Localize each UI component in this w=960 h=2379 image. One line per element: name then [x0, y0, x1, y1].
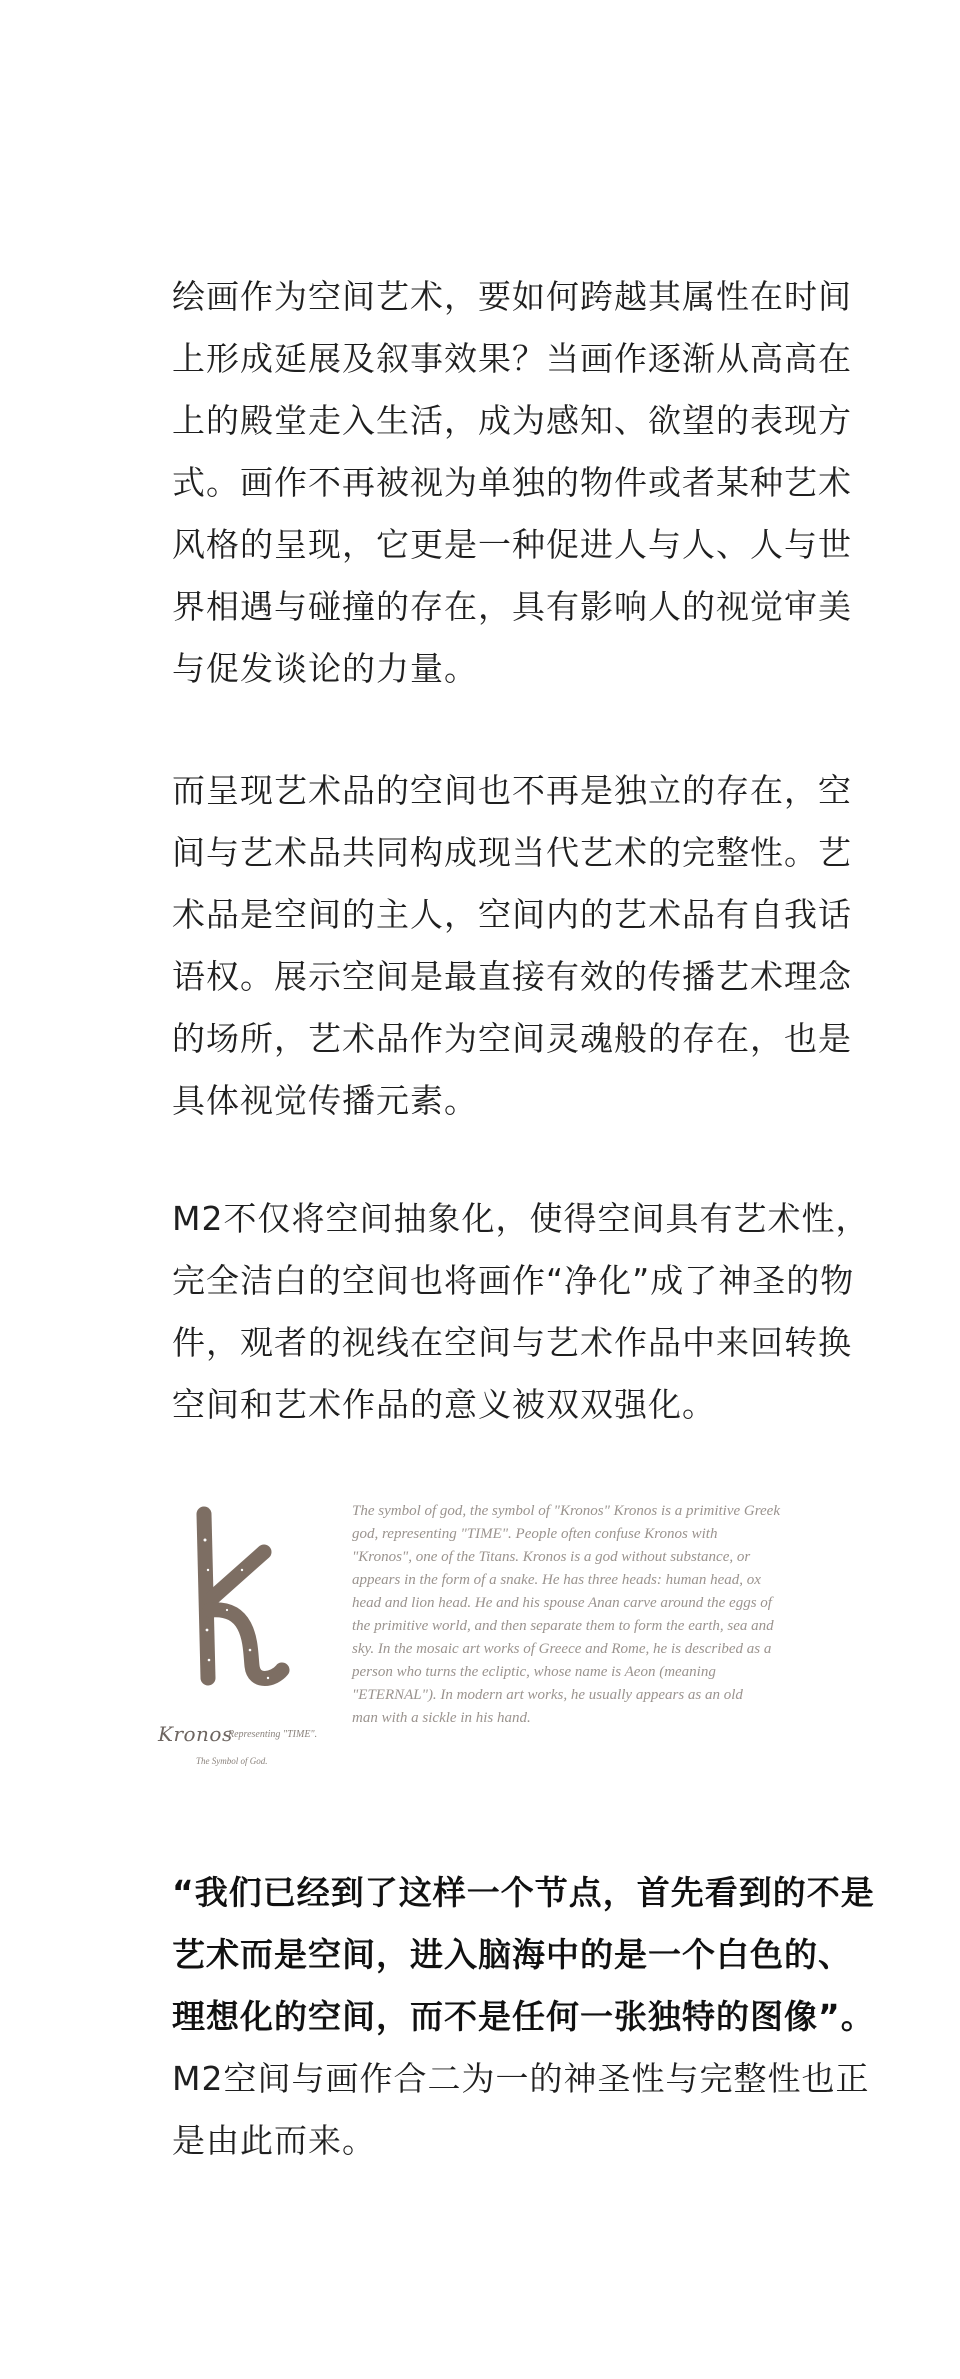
quote-line: 艺术而是空间，进入脑海中的是一个白色的、 [172, 1935, 852, 1974]
text-line: 语权。展示空间是最直接有效的传播艺术理念 [172, 957, 852, 996]
description-line: "Kronos", one of the Titans. Kronos is a god without substance, or [352, 1549, 751, 1565]
quote-line: “我们已经到了这样一个节点，首先看到的不是 [172, 1873, 875, 1912]
description-line: man with a sickle in his hand. [352, 1710, 531, 1726]
text-line: 件，观者的视线在空间与艺术作品中来回转换 [172, 1323, 852, 1362]
text-line: 上形成延展及叙事效果？当画作逐渐从高高在 [172, 339, 852, 378]
description-line: head and lion head. He and his spouse Anan carve around the eggs of [352, 1595, 772, 1611]
kronos-description [352, 1500, 802, 1730]
text-line: 而呈现艺术品的空间也不再是独立的存在，空 [172, 771, 852, 810]
paragraph-space [172, 760, 852, 1132]
text-line: 间与艺术品共同构成现当代艺术的完整性。艺 [172, 833, 852, 872]
description-line: person who turns the ecliptic, whose name is Aeon (meaning [352, 1664, 716, 1680]
closing-line: M2空间与画作合二为一的神圣性与完整性也正 [172, 2059, 870, 2098]
text-line: 的场所，艺术品作为空间灵魂般的存在，也是 [172, 1019, 852, 1058]
closing-line: 是由此而来。 [172, 2121, 376, 2160]
description-line: appears in the form of a snake. He has three heads: human head, ox [352, 1572, 761, 1588]
paragraph-intro [172, 266, 852, 700]
text-line: 界相遇与碰撞的存在，具有影响人的视觉审美 [172, 587, 852, 626]
description-line: god, representing "TIME". People often confuse Kronos with [352, 1526, 718, 1542]
description-line: the primitive world, and then separate them to form the earth, sea and [352, 1618, 774, 1634]
kronos-figure [150, 1500, 810, 1766]
description-line: sky. In the mosaic art works of Greece and Rome, he is described as a [352, 1641, 772, 1657]
text-line: 完全洁白的空间也将画作“净化”成了神圣的物 [172, 1261, 855, 1300]
text-line: 上的殿堂走入生活，成为感知、欲望的表现方 [172, 401, 852, 440]
text-line: M2不仅将空间抽象化，使得空间具有艺术性， [172, 1199, 870, 1238]
text-line: 风格的呈现，它更是一种促进人与人、人与世 [172, 525, 852, 564]
text-line: 与促发谈论的力量。 [172, 649, 478, 688]
text-line: 空间和艺术作品的意义被双双强化。 [172, 1385, 716, 1424]
kronos-representing: Representing "TIME". [228, 1729, 318, 1740]
description-line: The symbol of god, the symbol of "Kronos" Kronos is a primitive Greek [352, 1503, 780, 1519]
quote-line: 理想化的空间，而不是任何一张独特的图像”。 [172, 1997, 875, 2036]
text-line: 绘画作为空间艺术，要如何跨越其属性在时间 [172, 277, 852, 316]
text-line: 式。画作不再被视为单独的物件或者某种艺术 [172, 463, 852, 502]
text-line: 术品是空间的主人，空间内的艺术品有自我话 [172, 895, 852, 934]
quote-paragraph [172, 1862, 875, 2172]
kronos-title: Kronos [158, 1722, 233, 1746]
paragraph-m2 [172, 1188, 870, 1436]
kronos-k-logo-icon [172, 1500, 292, 1700]
text-line: 具体视觉传播元素。 [172, 1081, 478, 1120]
description-line: "ETERNAL"). In modern art works, he usually appears as an old [352, 1687, 743, 1703]
kronos-subtitle: The Symbol of God. [196, 1756, 268, 1766]
